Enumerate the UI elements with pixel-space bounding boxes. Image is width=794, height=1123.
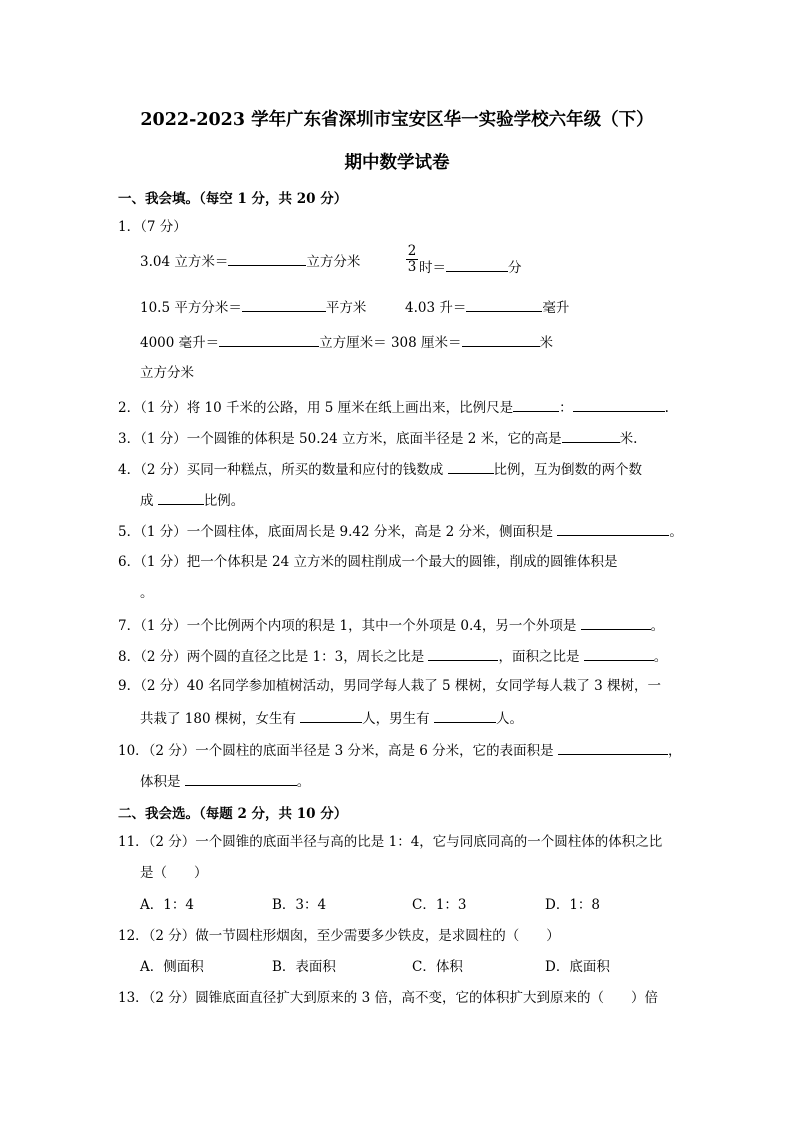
question-11-option-b[interactable]: B．3：4 (272, 897, 327, 913)
answer-blank[interactable] (158, 490, 204, 505)
answer-blank[interactable] (242, 297, 326, 312)
answer-blank[interactable] (185, 771, 297, 786)
fraction-two-thirds: $\frac{2}{3}$ (407, 243, 417, 275)
question-1-b: 时＝ 分 (419, 257, 522, 277)
question-10-line1: 10．（2 分）一个圆柱的底面半径是 3 分米，高是 6 分米，它的表面积是 ， (118, 740, 681, 760)
question-4-line1: 4．（2 分）买同一种糕点，所买的数量和应付的钱数成 比例，互为倒数的两个数 (118, 459, 642, 479)
question-1-e-wrap: 立方分米 (140, 365, 194, 381)
question-12-option-d[interactable]: D．底面积 (545, 959, 610, 975)
question-9-line2: 共栽了 180 棵树，女生有 人，男生有 人。 (140, 708, 523, 728)
question-1-d: 4.03 升＝ 毫升 (405, 297, 569, 317)
question-12-option-a[interactable]: A．侧面积 (140, 959, 204, 975)
question-1-a: 3.04 立方米＝ 立方分米 (140, 251, 360, 271)
question-2: 2．（1 分）将 10 千米的公路，用 5 厘米在纸上画出来，比例尺是 ： . (118, 397, 669, 417)
question-12-line1: 12．（2 分）做一节圆柱形烟囱，至少需要多少铁皮，是求圆柱的（ ） (118, 928, 560, 944)
answer-blank[interactable] (448, 459, 494, 474)
question-11-option-c[interactable]: C．1：3 (412, 897, 467, 913)
answer-blank[interactable] (446, 257, 508, 272)
question-1-label: 1．（7 分） (118, 219, 187, 235)
question-3: 3．（1 分）一个圆锥的体积是 50.24 立方米，底面半径是 2 米，它的高是 米. (118, 428, 637, 448)
answer-blank[interactable] (428, 646, 498, 661)
page-title: 2022-2023 学年广东省深圳市宝安区华一实验学校六年级（下） (140, 110, 654, 130)
question-1-e: 4000 毫升＝ 立方厘米＝ 308 厘米＝ 米 (140, 332, 553, 352)
answer-blank[interactable] (513, 397, 559, 412)
answer-blank[interactable] (219, 332, 319, 347)
question-11-line1: 11．（2 分）一个圆锥的底面半径与高的比是 1：4，它与同底同高的一个圆柱体的体积之比 (118, 834, 663, 850)
answer-blank[interactable] (434, 708, 496, 723)
question-10-line2: 体积是 。 (140, 771, 310, 791)
question-4-line2: 成 比例。 (140, 490, 244, 510)
answer-blank[interactable] (557, 521, 669, 536)
question-13-line1: 13．（2 分）圆锥底面直径扩大到原来的 3 倍，高不变，它的体积扩大到原来的（ ）倍 (118, 990, 658, 1006)
answer-blank[interactable] (228, 251, 306, 266)
question-5: 5．（1 分）一个圆柱体，底面周长是 9.42 分米，高是 2 分米，侧面积是 。 (118, 521, 683, 541)
answer-blank[interactable] (581, 615, 651, 630)
question-11-line2: 是（ ） (140, 865, 208, 881)
answer-blank[interactable] (462, 332, 540, 347)
answer-blank[interactable] (466, 297, 542, 312)
question-12-option-c[interactable]: C．体积 (412, 959, 463, 975)
section-heading-choice: 二、我会选。（每题 2 分，共 10 分） (118, 806, 348, 822)
question-6-line1: 6．（1 分）把一个体积是 24 立方米的圆柱削成一个最大的圆锥，削成的圆锥体积是 (118, 554, 618, 570)
answer-blank[interactable] (562, 428, 620, 443)
question-11-option-d[interactable]: D．1：8 (545, 897, 601, 913)
answer-blank[interactable] (573, 397, 665, 412)
question-12-option-b[interactable]: B．表面积 (272, 959, 336, 975)
question-1-c: 10.5 平方分米＝ 平方米 (140, 297, 366, 317)
answer-blank[interactable] (584, 646, 654, 661)
question-7: 7．（1 分）一个比例两个内项的积是 1，其中一个外项是 0.4，另一个外项是 。 (118, 615, 664, 635)
question-9-line1: 9．（2 分）40 名同学参加植树活动，男同学每人栽了 5 棵树，女同学每人栽了 3 棵树，一 (118, 678, 662, 694)
answer-blank[interactable] (300, 708, 362, 723)
question-8: 8．（2 分）两个圆的直径之比是 1：3，周长之比是 ，面积之比是 。 (118, 646, 667, 666)
question-6-line2: 。 (140, 585, 154, 601)
section-heading-fill: 一、我会填。（每空 1 分，共 20 分） (118, 191, 348, 207)
page-subtitle: 期中数学试卷 (344, 153, 450, 173)
question-11-option-a[interactable]: A．1：4 (140, 897, 194, 913)
answer-blank[interactable] (558, 740, 668, 755)
